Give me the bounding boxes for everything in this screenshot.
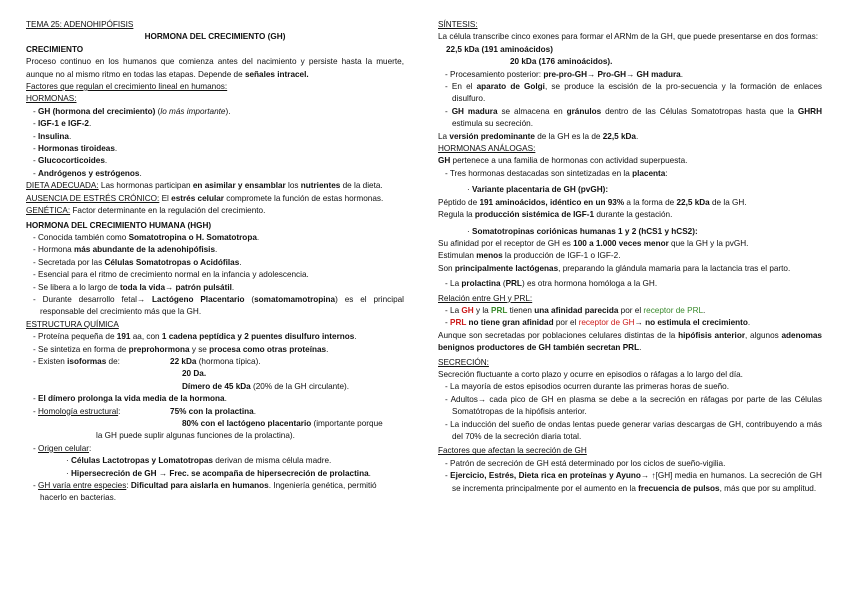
sub-item: · Hipersecreción de GH → Frec. se acompaña de hipersecreción de prolactina. bbox=[66, 468, 371, 478]
sub-item: · Células Lactotropas y Lomatotropas derivan de misma célula madre. bbox=[66, 456, 332, 466]
list-item: - Insulina. bbox=[33, 131, 72, 141]
list-item: - Glucocorticoides. bbox=[33, 156, 108, 166]
list-item: - Procesamiento posterior: pre-pro-GH→ Pro-GH→ GH madura. bbox=[445, 69, 683, 79]
genetica-paragraph: GENÉTICA: Factor determinante en la regulación del crecimiento. bbox=[26, 206, 266, 216]
homology-line: la GH puede suplir algunas funciones de la prolactina). bbox=[96, 431, 295, 441]
list-item: - Se libera a lo largo de toda la vida→ patrón pulsátil. bbox=[33, 282, 235, 292]
list-item: - Origen celular: bbox=[33, 443, 92, 453]
list-item: - Homología estructural: 75% con la prolactina. bbox=[33, 406, 257, 416]
list-item: - PRL no tiene gran afinidad por el receptor de GH→ no estimula el crecimiento. bbox=[445, 318, 751, 328]
factores-heading: Factores que regulan el crecimiento lineal en humanos: bbox=[26, 82, 228, 92]
list-item: - Conocida también como Somatotropina o H. Somatotropa. bbox=[33, 232, 260, 242]
sub-heading: · Variante placentaria de GH (pvGH): bbox=[467, 185, 609, 195]
estructura-heading: ESTRUCTURA QUÍMICA bbox=[26, 319, 119, 329]
list-item: - La GH y la PRL tienen una afinidad parecida por el receptor de PRL. bbox=[445, 305, 706, 315]
list-item: - Tres hormonas destacadas son sintetizadas en la placenta: bbox=[445, 168, 668, 178]
hcs-line: Estimulan menos la producción de IGF-1 o IGF-2. bbox=[438, 251, 621, 261]
list-item: - El dímero prolonga la vida media de la hormona. bbox=[33, 394, 227, 404]
hgh-heading: HORMONA DEL CRECIMIENTO HUMANA (HGH) bbox=[26, 220, 212, 230]
list-item: - Andrógenos y estrógenos. bbox=[33, 168, 142, 178]
secrecion-paragraph: Secreción fluctuante a corto plazo y ocurre en episodios o ráfagas a lo largo del día. bbox=[438, 369, 743, 379]
sintesis-heading: SÍNTESIS: bbox=[438, 20, 478, 29]
list-item: - GH varía entre especies: Dificultad para aislarla en humanos. Ingeniería genética, permitió hacerlo en bacterias. bbox=[33, 481, 377, 503]
list-item: - Se sintetiza en forma de preprohormona y se procesa como otras proteínas. bbox=[33, 344, 329, 354]
isoform-line: 20 kDa (176 aminoácidos). bbox=[510, 57, 613, 67]
list-item: - La inducción del sueño de ondas lentas puede generar varias descargas de GH, contribuyendo a más del 70% de la secreción diaria total. bbox=[445, 419, 822, 441]
list-item: - Durante desarrollo fetal→ Lactógeno Placentario (somatomamotropina) es el principal responsable del crecimiento más que la GH. bbox=[33, 294, 404, 317]
secrecion-heading: SECRECIÓN: bbox=[438, 357, 489, 367]
crecimiento-paragraph: Proceso continuo en los humanos que comienza antes del nacimiento y persiste hasta la muerte, aunque no al mismo ritmo en todas las etapas. Depende de señales intracel. bbox=[26, 57, 404, 79]
list-item: - En el aparato de Golgi, se produce la escisión de la pro-secuencia y la formación de enlaces disulfuro. bbox=[445, 82, 822, 104]
list-item: - IGF-1 e IGF-2. bbox=[33, 119, 92, 129]
list-item: - Hormonas tiroideas. bbox=[33, 144, 118, 154]
homology-line: 80% con el lactógeno placentario (importante porque bbox=[182, 419, 383, 428]
crecimiento-heading: CRECIMIENTO bbox=[26, 44, 84, 54]
list-item: - La prolactina (PRL) es otra hormona homóloga a la GH. bbox=[445, 279, 658, 289]
hcs-line: Son principalmente lactógenas, preparando la glándula mamaria para la lactancia tras el parto. bbox=[438, 263, 791, 273]
pvgh-line: Péptido de 191 aminoácidos, idéntico en un 93% a la forma de 22,5 kDa de la GH. bbox=[438, 197, 747, 207]
list-item: - Patrón de secreción de GH está determinado por los ciclos de sueño-vigilia. bbox=[445, 458, 726, 468]
right-column bbox=[438, 19, 822, 495]
document-title: HORMONA DEL CRECIMIENTO (GH) bbox=[144, 32, 286, 42]
list-item: - Adultos→ cada pico de GH en plasma se debe a la secreción en ráfagas por parte de las Células Somatótropas de la hipófisis anterior. bbox=[445, 394, 822, 417]
isoform-line: Dímero de 45 kDa (20% de la GH circulante). bbox=[182, 381, 350, 391]
left-column bbox=[26, 19, 404, 505]
analogas-paragraph: GH pertenece a una familia de hormonas con actividad superpuesta. bbox=[438, 156, 688, 166]
relacion-heading: Relación entre GH y PRL: bbox=[438, 293, 533, 303]
estres-paragraph: AUSENCIA DE ESTRÉS CRÓNICO: El estrés celular compromete la función de estas hormonas. bbox=[26, 193, 384, 203]
dieta-paragraph: DIETA ADECUADA: Las hormonas participan en asimilar y ensamblar los nutrientes de la dieta. bbox=[26, 181, 383, 191]
relacion-paragraph: Aunque son secretadas por poblaciones celulares distintas de la hipófisis anterior, algunos adenomas benignos productores de GH también secretan PRL. bbox=[438, 330, 822, 353]
sintesis-summary: La versión predominante de la GH es la de 22,5 kDa. bbox=[438, 131, 639, 141]
pvgh-line: Regula la producción sistémica de IGF-1 durante la gestación. bbox=[438, 210, 673, 220]
list-item: - Hormona más abundante de la adenohipófisis. bbox=[33, 245, 218, 255]
sub-heading: · Somatotropinas coriónicas humanas 1 y 2 (hCS1 y hCS2): bbox=[467, 226, 698, 236]
sintesis-paragraph: La célula transcribe cinco exones para formar el ARNm de la GH, que puede presentarse en dos formas: 22,5 kDa (191 aminoácidos) bbox=[438, 32, 819, 54]
isoform-line: 20 Da. bbox=[182, 369, 207, 379]
list-item: - GH madura se almacena en gránulos dentro de las Células Somatotropas hasta que la GHRH estimula su secreción. bbox=[445, 106, 822, 129]
list-item: - La mayoría de estos episodios ocurren durante las primeras horas de sueño. bbox=[445, 382, 730, 392]
list-item: - Existen isoformas de: 22 kDa (hormona típica). bbox=[33, 356, 261, 366]
analogas-heading: HORMONAS ANÁLOGAS: bbox=[438, 144, 536, 154]
list-item: - Ejercicio, Estrés, Dieta rica en proteínas y Ayuno→ ↑[GH] media en humanos. La secreción de GH se incrementa principalmente por el aumento en la frecuencia de pulsos, más que por su amplitud. bbox=[445, 471, 822, 493]
list-item: - GH (hormona del crecimiento) (lo más importante). bbox=[33, 106, 231, 116]
factores-secrecion-heading: Factores que afectan la secreción de GH bbox=[438, 446, 587, 456]
list-item: - Secretada por las Células Somatotropas o Acidófilas. bbox=[33, 257, 242, 267]
list-item: - Proteína pequeña de 191 aa, con 1 cadena peptídica y 2 puentes disulfuro internos. bbox=[33, 332, 357, 342]
topic-title: TEMA 25: ADENOHIPÓFISIS bbox=[26, 20, 134, 29]
hcs-line: Su afinidad por el receptor de GH es 100 a 1.000 veces menor que la GH y la pvGH. bbox=[438, 238, 749, 248]
list-item: - Esencial para el ritmo de crecimiento normal en la infancia y adolescencia. bbox=[33, 270, 309, 280]
hormonas-heading: HORMONAS: bbox=[26, 94, 77, 104]
